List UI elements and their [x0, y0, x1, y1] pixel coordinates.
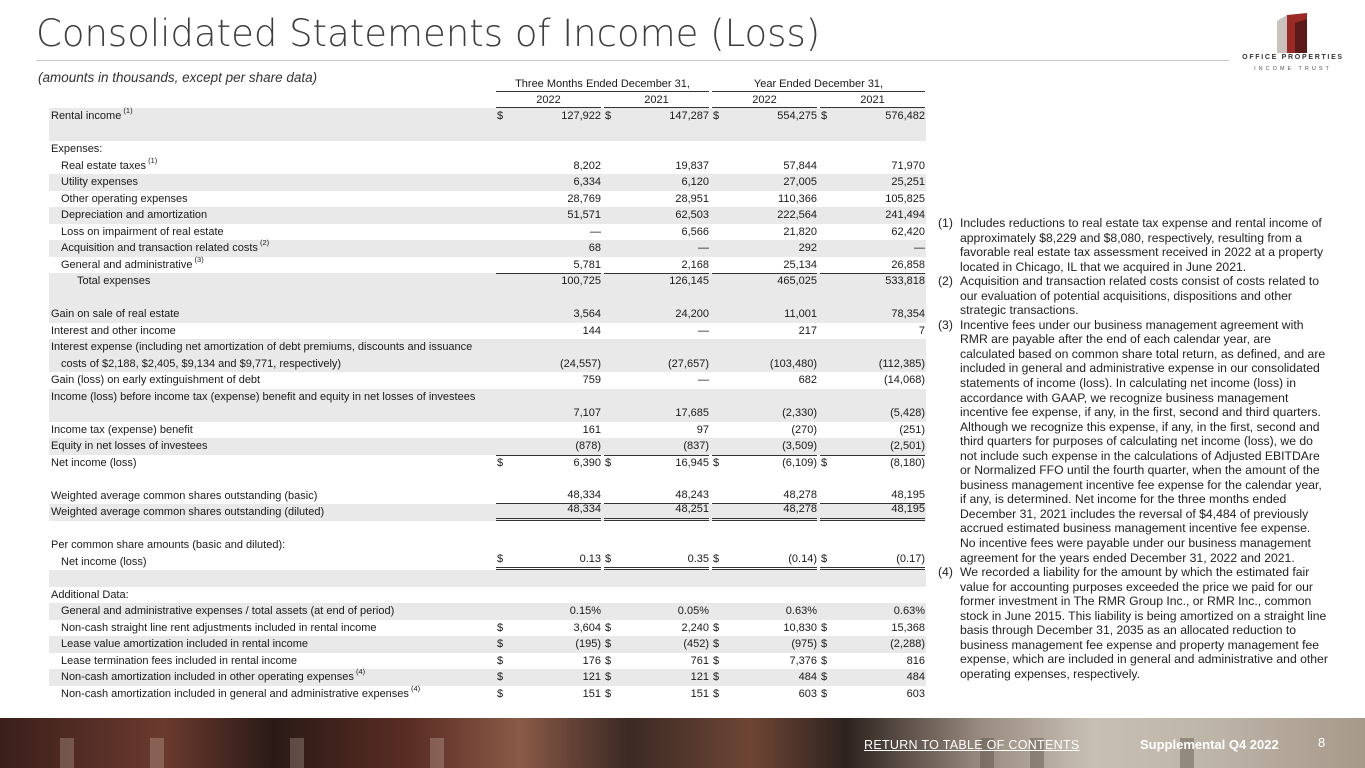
value-cell: 17,685: [675, 407, 709, 419]
footnote-ref: (4): [353, 667, 366, 676]
value-cell: $ (0.14): [712, 554, 817, 571]
row-label: Net income (loss): [51, 456, 137, 469]
value-cell: 2,168: [681, 258, 709, 271]
value-cell: —: [698, 374, 709, 386]
value-cell: (837): [683, 440, 709, 452]
row-label: Net income (loss): [61, 555, 147, 568]
value-cell: 0.63%: [785, 605, 817, 617]
value-cell: $ 176: [496, 653, 601, 670]
currency-symbol: $: [497, 654, 504, 667]
value-cell: 7: [918, 324, 925, 337]
value-cell: $ 484: [820, 669, 925, 686]
value-cell: 7,107: [573, 407, 601, 419]
value-cell: 97: [696, 423, 709, 436]
value-cell: (270): [791, 423, 817, 436]
value-cell: $ (2,288): [820, 636, 925, 653]
income-statement-table: [49, 76, 926, 702]
value-cell: $ 0.35: [604, 554, 709, 571]
row-label: Non-cash amortization included in general and administrative expenses $^{(4)}$: [61, 683, 421, 700]
value-cell: $ 151: [604, 686, 709, 703]
currency-symbol: $: [497, 638, 504, 650]
row-label: Gain on sale of real estate: [51, 308, 180, 320]
table-row: [49, 141, 926, 158]
value-cell: $ 576,482: [820, 108, 925, 125]
currency-symbol: $: [713, 638, 720, 650]
value-cell: (103,480): [769, 357, 817, 370]
currency-symbol: $: [821, 552, 828, 565]
table-row: [49, 191, 926, 208]
value-cell: 28,951: [675, 192, 709, 205]
value-cell: $ 6,390: [496, 455, 601, 472]
logo-name: OFFICE PROPERTIES: [1242, 54, 1344, 61]
value-cell: $ 15,368: [820, 620, 925, 637]
group-header-year: Year Ended December 31,: [712, 76, 925, 92]
footnote: (1) Includes reductions to real estate tax expense and rental income of approximately $8,229 and $8,080, respectively, resulting from a favorable real estate tax assessment received in 2022 at a property located in Chicago, IL that we acquired in June 2021.: [938, 216, 1324, 274]
table-row: [49, 306, 926, 323]
table-row: [49, 504, 926, 521]
currency-symbol: $: [713, 552, 720, 565]
footnotes: [938, 216, 1328, 682]
value-cell: 48,195: [820, 504, 925, 521]
value-cell: 217: [798, 324, 817, 337]
value-cell: $ 7,376: [712, 653, 817, 670]
value-cell: 21,820: [783, 225, 817, 238]
row-label: Equity in net losses of investees: [51, 440, 208, 452]
value-cell: $ 816: [820, 653, 925, 670]
value-cell: 6,120: [681, 176, 709, 188]
row-label: Additional Data:: [51, 588, 129, 601]
footnote-ref: (1): [146, 155, 158, 165]
value-cell: —: [914, 242, 925, 254]
value-cell: 71,970: [891, 159, 925, 172]
spacer-row: [49, 570, 926, 587]
footnote-ref: (2): [257, 238, 270, 247]
currency-symbol: $: [713, 110, 720, 122]
table-row: [49, 669, 926, 686]
value-cell: 465,025: [712, 273, 817, 290]
table-group-header: [49, 76, 926, 92]
year-header: 2021: [604, 92, 709, 108]
value-cell: 110,366: [778, 192, 817, 205]
table-row: [49, 372, 926, 389]
value-cell: 0.05%: [677, 605, 709, 617]
value-cell: (112,385): [878, 357, 925, 370]
value-cell: 62,503: [675, 209, 709, 221]
value-cell: 161: [582, 423, 601, 436]
currency-symbol: $: [821, 671, 828, 683]
row-label: Lease termination fees included in rental income: [61, 654, 298, 667]
currency-symbol: $: [821, 621, 828, 634]
currency-symbol: $: [605, 654, 612, 667]
year-header: 2022: [496, 92, 601, 108]
value-cell: (27,657): [668, 357, 709, 370]
footnote: (3) Incentive fees under our business management agreement with RMR are payable after the end of each calendar year, are calculated based on common share total return, as defined, and are included in general and administrative expense in our consolidated statements of income (loss). In calculating net income (loss) in accordance with GAAP, we recognize business management incentive fee expense, if any, in the first, second and third quarters. Although we recognize this expense, if any, in the first, second and third quarters for purposes of calculating net income (loss), we do not include such expense in the calculations of Adjusted EBITDAre or Normalized FFO until the fourth quarter, when the amount of the business management incentive fee expense for the calendar year, if any, is determined. Net income for the three months ended December 31, 2021 includes the reversal of $4,484 of previously accrued estimated business management incentive fee expense. No incentive fees were payable under our business management agreement for the years ended December 31, 2022 and 2021.: [938, 317, 1326, 565]
row-label: Per common share amounts (basic and diluted):: [51, 539, 286, 551]
group-header-three-months: Three Months Ended December 31,: [496, 76, 709, 92]
value-cell: 0.63%: [893, 605, 925, 617]
value-cell: $ 10,830: [712, 620, 817, 637]
value-cell: 3,564: [573, 308, 601, 320]
row-label: Utility expenses: [61, 176, 139, 188]
company-logo: [1237, 13, 1349, 77]
table-row: [49, 683, 926, 703]
value-cell: $ 151: [496, 686, 601, 703]
value-cell: 78,354: [891, 308, 925, 320]
row-label: Lease value amortization included in rental income: [61, 638, 309, 650]
currency-symbol: $: [497, 110, 504, 122]
currency-symbol: $: [821, 110, 828, 122]
currency-symbol: $: [821, 654, 828, 667]
row-label: Weighted average common shares outstanding (basic): [51, 489, 318, 502]
row-label: Weighted average common shares outstanding (diluted): [51, 506, 325, 518]
page-number: 8: [1318, 735, 1326, 750]
value-cell: 19,837: [675, 159, 709, 172]
value-cell: 48,278: [712, 488, 817, 505]
value-cell: 24,200: [675, 308, 709, 320]
table-row: [49, 155, 926, 175]
value-cell: 27,005: [783, 176, 817, 188]
table-row: [49, 389, 926, 422]
value-cell: $ (6,109): [712, 455, 817, 472]
value-cell: 48,251: [604, 504, 709, 521]
table-row: [49, 323, 926, 340]
currency-symbol: $: [713, 456, 720, 469]
currency-symbol: $: [821, 687, 828, 700]
table-row: [49, 636, 926, 653]
table-row: [49, 207, 926, 224]
row-label: Depreciation and amortization: [61, 209, 208, 221]
value-cell: $ (8,180): [820, 455, 925, 472]
table-row: [49, 224, 926, 241]
table-row: [49, 240, 926, 257]
row-label: Expenses:: [51, 143, 103, 155]
value-cell: 25,134: [783, 258, 817, 271]
value-cell: 105,825: [885, 192, 925, 205]
row-label: General and administrative expenses / total assets (at end of period): [61, 605, 395, 617]
value-cell: (2,330): [782, 407, 817, 419]
value-cell: 533,818: [820, 273, 925, 290]
value-cell: $ (195): [496, 636, 601, 653]
value-cell: $ 147,287: [604, 108, 709, 125]
value-cell: $ 121: [604, 669, 709, 686]
row-label: Rental income $^{(1)}$: [51, 106, 133, 122]
value-cell: 8,202: [573, 159, 601, 172]
value-cell: 222,564: [777, 209, 817, 221]
value-cell: $ 3,604: [496, 620, 601, 637]
value-cell: 0.15%: [569, 605, 601, 617]
currency-symbol: $: [497, 456, 504, 469]
value-cell: 241,494: [885, 209, 925, 221]
table-row: [49, 620, 926, 637]
currency-symbol: $: [821, 638, 828, 650]
value-cell: 57,844: [783, 159, 817, 172]
value-cell: 6,566: [681, 225, 709, 238]
table-row: [49, 438, 926, 455]
currency-symbol: $: [713, 654, 720, 667]
value-cell: 26,858: [891, 258, 925, 271]
table-row: [49, 653, 926, 670]
page-title: Consolidated Statements of Income (Loss): [36, 12, 821, 55]
value-cell: 48,243: [604, 488, 709, 505]
table-row: [49, 174, 926, 191]
value-cell: $ 603: [820, 686, 925, 703]
value-cell: $ 2,240: [604, 620, 709, 637]
year-header: 2021: [820, 92, 925, 108]
value-cell: —: [698, 324, 709, 337]
return-to-toc-link[interactable]: RETURN TO TABLE OF CONTENTS: [864, 738, 1080, 752]
value-cell: $ 484: [712, 669, 817, 686]
table-body: [49, 108, 926, 702]
currency-symbol: $: [605, 671, 612, 683]
value-cell: (14,068): [884, 374, 925, 386]
table-row: [49, 254, 926, 274]
spacer-row: [49, 290, 926, 307]
value-cell: 62,420: [891, 225, 925, 238]
footnote-ref: (4): [408, 683, 421, 693]
table-row: [49, 422, 926, 439]
currency-symbol: $: [713, 671, 720, 683]
value-cell: $ 603: [712, 686, 817, 703]
currency-symbol: $: [497, 687, 504, 700]
table-row: [49, 455, 926, 472]
logo-mark-icon: [1277, 13, 1307, 53]
currency-symbol: $: [713, 621, 720, 634]
row-label: Income (loss) before income tax (expense) benefit and equity in net losses of investees: [51, 390, 476, 403]
spacer-row: [49, 471, 926, 488]
value-cell: 126,145: [604, 273, 709, 290]
supplemental-label: Supplemental Q4 2022: [1140, 737, 1279, 752]
currency-symbol: $: [605, 110, 612, 122]
value-cell: $ 0.13: [496, 554, 601, 571]
row-label: Total expenses: [77, 275, 151, 287]
value-cell: $ (452): [604, 636, 709, 653]
value-cell: (3,509): [782, 440, 817, 452]
value-cell: 759: [582, 374, 601, 386]
value-cell: 68: [588, 242, 601, 254]
footnote: (2) Acquisition and transaction related costs consist of costs related to our evaluation of potential acquisitions, dispositions and other strategic transactions.: [938, 274, 1320, 318]
row-label: Interest expense (including net amortization of debt premiums, discounts and issuance costs of $2,188, $2,405, $9,134 and $9,771, respectively): [51, 341, 473, 370]
value-cell: 48,278: [712, 504, 817, 521]
value-cell: 11,001: [784, 308, 817, 320]
row-label: Income tax (expense) benefit: [51, 423, 193, 436]
value-cell: $ (0.17): [820, 554, 925, 571]
value-cell: (251): [899, 423, 925, 436]
footnote: (4) We recorded a liability for the amount by which the estimated fair value for accounting purposes exceeded the price we paid for our former investment in The RMR Group Inc., or RMR Inc., common stock in June 2015. This liability is being amortized on a straight line basis through December 31, 2035 as an allocated reduction to business management fee expense and property management fee expense, which are included in general and administrative and other operating expenses, respectively.: [938, 565, 1328, 681]
row-label: Other operating expenses: [61, 192, 188, 205]
row-label: General and administrative $^{(3)}$: [61, 254, 204, 271]
value-cell: 292: [798, 242, 817, 254]
value-cell: $ 121: [496, 669, 601, 686]
currency-symbol: $: [605, 638, 612, 650]
value-cell: $ 761: [604, 653, 709, 670]
currency-symbol: $: [497, 552, 504, 565]
row-label: Interest and other income: [51, 324, 176, 337]
table-row: [49, 603, 926, 620]
currency-symbol: $: [497, 671, 504, 683]
row-label: Non-cash amortization included in other operating expenses $^{(4)}$: [61, 667, 366, 683]
currency-symbol: $: [497, 621, 504, 634]
spacer-row: [49, 521, 926, 538]
value-cell: —: [590, 225, 601, 238]
value-cell: (878): [575, 440, 601, 452]
value-cell: 682: [798, 374, 817, 386]
value-cell: 48,334: [496, 488, 601, 505]
currency-symbol: $: [605, 456, 612, 469]
footnote-ref: (1): [121, 106, 133, 115]
value-cell: 51,571: [567, 209, 601, 221]
currency-symbol: $: [605, 552, 612, 565]
footnote-ref: (3): [192, 254, 204, 264]
currency-symbol: $: [605, 621, 612, 634]
year-header: 2022: [712, 92, 817, 108]
row-label: Non-cash straight line rent adjustments included in rental income: [61, 621, 377, 634]
value-cell: 48,334: [496, 504, 601, 521]
currency-symbol: $: [605, 687, 612, 700]
value-cell: $ 127,922: [496, 108, 601, 125]
value-cell: 6,334: [573, 176, 601, 188]
value-cell: 5,781: [573, 258, 601, 271]
row-label: Acquisition and transaction related costs $^{(2)}$: [61, 238, 270, 254]
value-cell: 144: [582, 324, 601, 337]
value-cell: 25,251: [891, 176, 925, 188]
title-divider: [36, 60, 1229, 61]
table-row: [49, 339, 926, 372]
table-year-header: [49, 92, 926, 108]
table-row: [49, 587, 926, 604]
row-label: Gain (loss) on early extinguishment of debt: [51, 374, 261, 386]
currency-symbol: $: [713, 687, 720, 700]
value-cell: (2,501): [890, 440, 925, 452]
value-cell: (24,557): [560, 357, 601, 370]
currency-symbol: $: [821, 456, 828, 469]
value-cell: 100,725: [496, 273, 601, 290]
table-row: [49, 273, 926, 290]
value-cell: $ 554,275: [712, 108, 817, 125]
row-label: Loss on impairment of real estate: [61, 225, 224, 238]
value-cell: 28,769: [567, 192, 601, 205]
value-cell: —: [698, 242, 709, 254]
units-note: (amounts in thousands, except per share data): [38, 70, 318, 85]
spacer-row: [49, 125, 926, 142]
value-cell: $ (975): [712, 636, 817, 653]
table-row: [49, 108, 926, 125]
value-cell: $ 16,945: [604, 455, 709, 472]
table-row: [49, 554, 926, 571]
logo-subtitle: INCOME TRUST: [1254, 66, 1332, 72]
row-label: Real estate taxes $^{(1)}$: [61, 155, 158, 172]
value-cell: (5,428): [890, 407, 925, 419]
value-cell: 48,195: [820, 488, 925, 505]
